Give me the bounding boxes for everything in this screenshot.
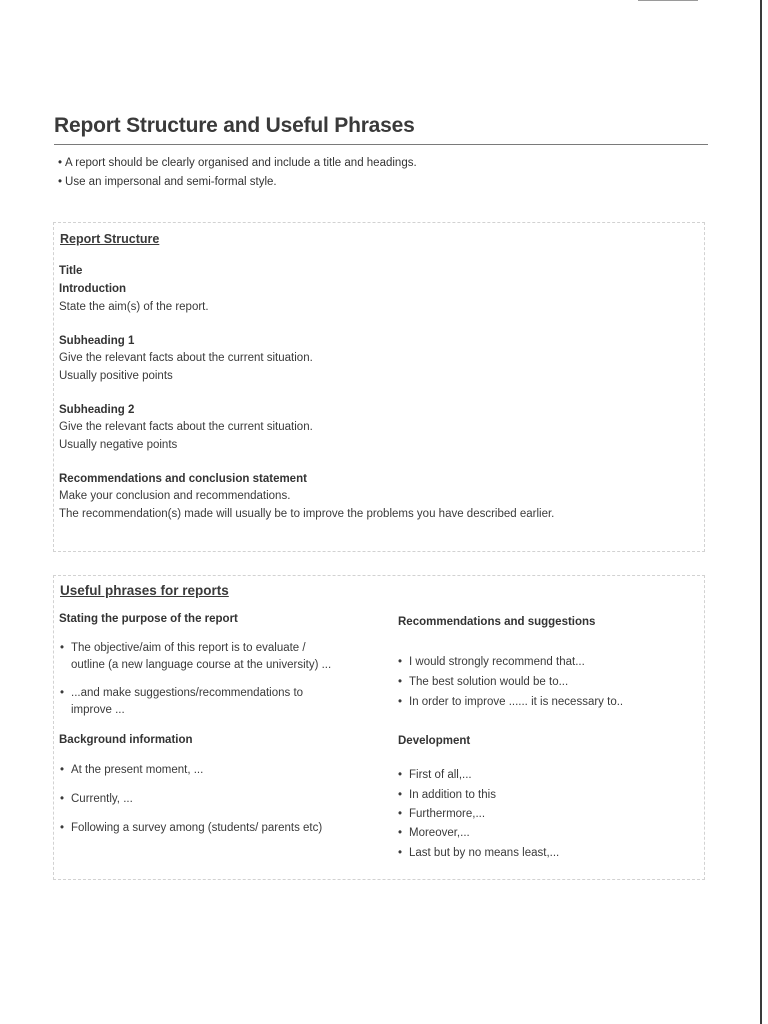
item-line: improve ...	[71, 704, 125, 716]
list-item: • Last but by no means least,...	[398, 847, 560, 859]
list-item: • ...and make suggestions/recommendations to improve ...	[60, 685, 303, 719]
list-item: • In order to improve ...... it is necessary to..	[398, 696, 624, 708]
introduction-label: Introduction	[59, 283, 127, 295]
purpose-heading: Stating the purpose of the report	[59, 613, 238, 625]
list-item: • The best solution would be to...	[398, 676, 569, 688]
useful-phrases-heading: Useful phrases for reports	[60, 583, 229, 598]
recommendations-heading: Recommendations and suggestions	[398, 616, 596, 628]
recommendations-label: Recommendations and conclusion statement	[59, 473, 307, 485]
item-line: outline (a new language course at the university) ...	[71, 659, 332, 671]
title-label: Title	[59, 265, 83, 277]
introduction-line: State the aim(s) of the report.	[59, 301, 209, 313]
subheading2-line: Usually negative points	[59, 439, 178, 451]
item-line: ...and make suggestions/recommendations to	[71, 687, 304, 699]
list-item: • Furthermore,...	[398, 808, 486, 820]
list-item: • Moreover,...	[398, 827, 470, 839]
list-item: • First of all,...	[398, 769, 472, 781]
list-item: • I would strongly recommend that...	[398, 656, 585, 668]
list-item: • In addition to this	[398, 789, 496, 801]
scan-mark	[638, 0, 698, 1]
background-heading: Background information	[59, 734, 193, 746]
development-heading: Development	[398, 735, 471, 747]
subheading1-line: Give the relevant facts about the current situation.	[59, 352, 313, 364]
item-line: The objective/aim of this report is to evaluate /	[71, 642, 306, 654]
recommendations-line: The recommendation(s) made will usually be to improve the problems you have described earlier.	[59, 508, 555, 520]
subheading2-label: Subheading 2	[59, 404, 135, 416]
list-item: • Following a survey among (students/ parents etc)	[60, 822, 323, 834]
list-item: • Currently, ...	[60, 793, 133, 805]
scan-edge	[760, 0, 762, 1024]
list-item: • At the present moment, ...	[60, 764, 204, 776]
subheading2-line: Give the relevant facts about the current situation.	[59, 421, 313, 433]
page-title: Report Structure and Useful Phrases	[54, 114, 708, 145]
report-structure-box	[53, 222, 705, 552]
recommendations-line: Make your conclusion and recommendations.	[59, 490, 291, 502]
list-item: • The objective/aim of this report is to evaluate / outline (a new language course at the university) ...	[60, 640, 331, 674]
intro-bullet: • A report should be clearly organised and include a title and headings.	[58, 154, 417, 173]
subheading1-line: Usually positive points	[59, 370, 173, 382]
subheading1-label: Subheading 1	[59, 335, 135, 347]
intro-bullets	[58, 154, 417, 192]
intro-bullet: • Use an impersonal and semi-formal style.	[58, 173, 417, 192]
useful-phrases-box	[53, 575, 705, 880]
report-structure-heading: Report Structure	[60, 232, 160, 246]
